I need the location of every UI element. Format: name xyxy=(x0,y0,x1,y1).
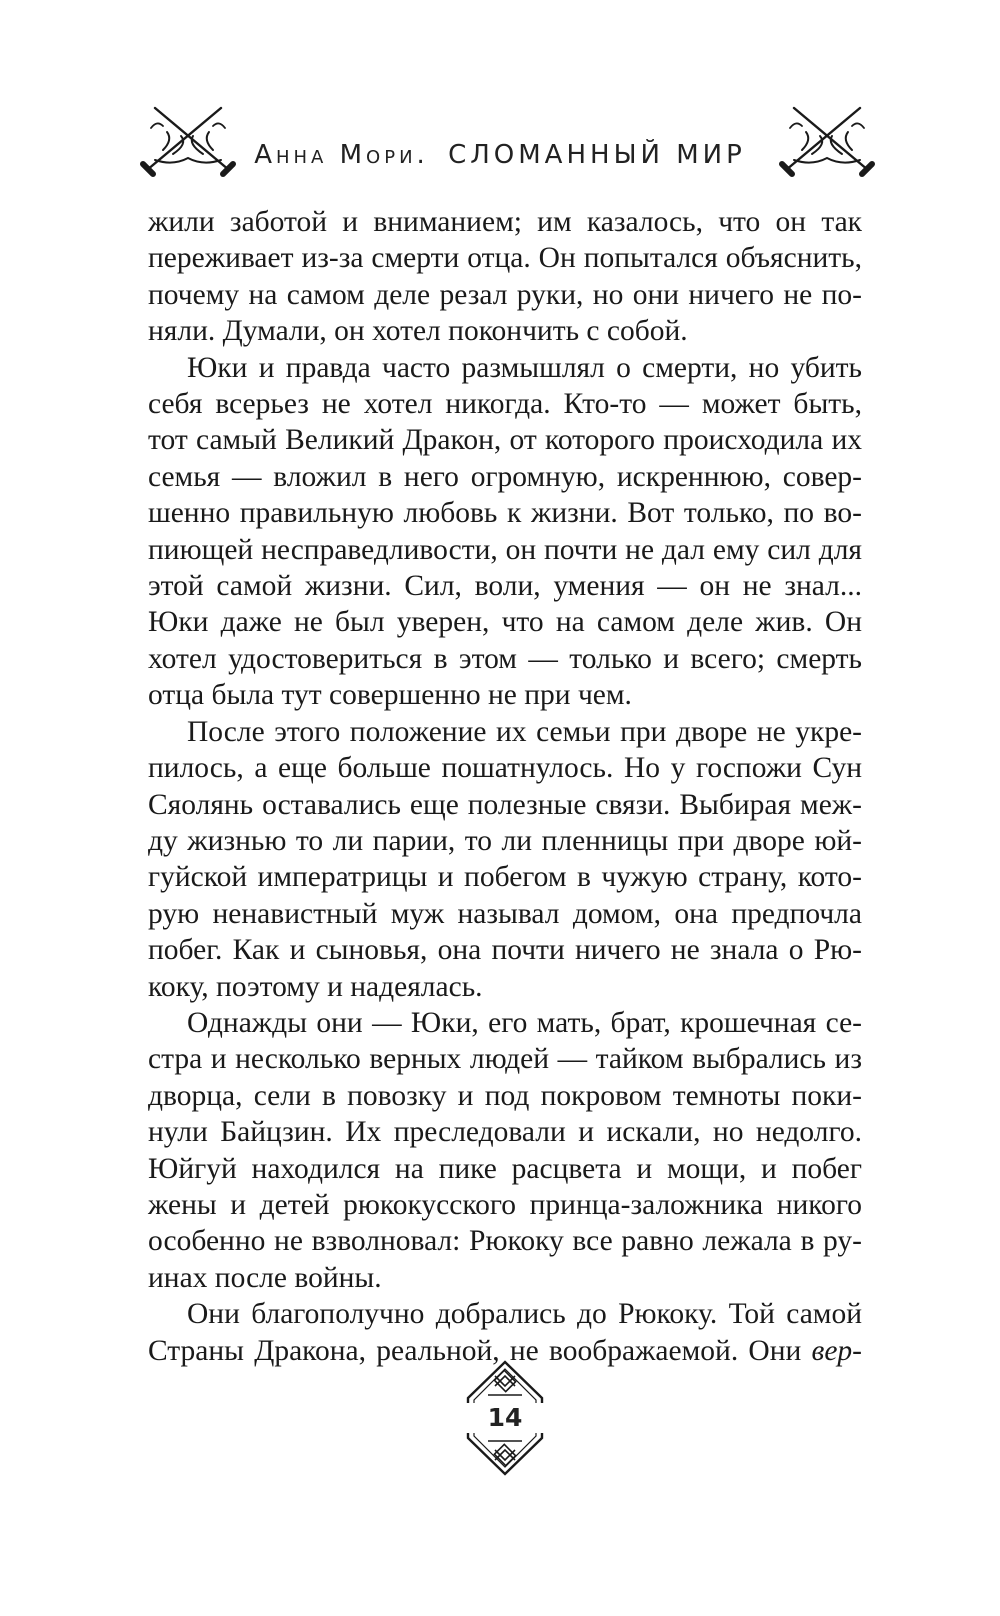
text-line: побег. Как и сыновья, она почти ничего не знала о Рю- xyxy=(148,934,862,967)
paragraph-4 xyxy=(148,1005,862,1296)
author-name: Анна Мори. xyxy=(254,140,429,170)
paragraph-5 xyxy=(148,1296,862,1369)
italic-segment: вер- xyxy=(811,1334,862,1367)
text-line: отца была тут совершенно не при чем. xyxy=(148,679,632,712)
text-segment: Страны Дракона, реальной, не воображаемой. Они xyxy=(148,1334,802,1367)
text-line: хотел удостовериться в этом — только и всего; смерть xyxy=(148,642,862,675)
text-line: Юйгуй находился на пике расцвета и мощи, и побег xyxy=(148,1152,862,1185)
text-line: После этого положение их семьи при дворе не укре- xyxy=(187,715,862,748)
text-line: шенно правильную любовь к жизни. Вот только, по во- xyxy=(148,497,862,530)
text-line: Юки и правда часто размышлял о смерти, но убить xyxy=(187,351,862,384)
text-line: Юки даже не был уверен, что на самом деле жив. Он xyxy=(148,606,862,639)
text-line: гуйской императрицы и побегом в чужую страну, кото- xyxy=(148,861,862,894)
text-line: ду жизнью то ли парии, то ли пленницы при дворе юй- xyxy=(148,824,862,857)
running-header xyxy=(0,100,1000,190)
text-line: особенно не взволновал: Рюкоку все равно лежала в ру- xyxy=(148,1225,862,1258)
text-line: тот самый Великий Дракон, от которого происходила их xyxy=(148,424,862,457)
text-line: почему на самом деле резал руки, но они ничего не по- xyxy=(148,278,862,311)
text-line: пиющей несправедливости, он почти не дал ему сил для xyxy=(148,533,862,566)
page-number-badge xyxy=(466,1360,544,1476)
text-line: стра и несколько верных людей — тайком выбрались из xyxy=(148,1043,862,1076)
book-title: СЛОМАННЫЙ МИР xyxy=(448,140,746,170)
text-line: жили заботой и вниманием; им казалось, что он так xyxy=(148,206,862,238)
text-line: себя всерьез не хотел никогда. Кто-то — может быть, xyxy=(148,388,862,421)
page-number: 14 xyxy=(466,1403,544,1433)
text-line: жены и детей рюкокусского принца-заложника никого xyxy=(148,1188,862,1221)
text-line: нули Байцзин. Их преследовали и искали, но недолго. xyxy=(148,1116,862,1149)
text-line: дворца, сели в повозку и под покровом темноты поки- xyxy=(148,1079,862,1112)
text-line: пилось, а еще больше пошатнулось. Но у госпожи Сун xyxy=(148,752,862,785)
text-line: переживает из-за смерти отца. Он попытался объяснить, xyxy=(148,242,862,275)
text-line: Они благополучно добрались до Рюкоку. Той самой xyxy=(187,1298,862,1331)
text-line: рую ненавистный муж называл домом, она предпочла xyxy=(148,897,862,930)
text-line: инах после войны. xyxy=(148,1261,382,1294)
paragraph-2 xyxy=(148,350,862,714)
text-line: Сяолянь оставались еще полезные связи. Выбирая меж- xyxy=(148,788,862,821)
paragraph-1 xyxy=(148,204,862,350)
text-line: Однажды они — Юки, его мать, брат, крошечная се- xyxy=(187,1006,862,1039)
text-line: коку, поэтому и надеялась. xyxy=(148,970,483,1003)
crossed-swords-ornament-icon xyxy=(772,100,882,190)
text-line: семья — вложил в него огромную, искреннюю, совер- xyxy=(148,460,862,493)
text-line: этой самой жизни. Сил, воли, умения — он не знал... xyxy=(148,570,862,603)
text-line: няли. Думали, он хотел покончить с собой. xyxy=(148,315,688,348)
body-text xyxy=(148,204,862,1369)
paragraph-3 xyxy=(148,714,862,1005)
